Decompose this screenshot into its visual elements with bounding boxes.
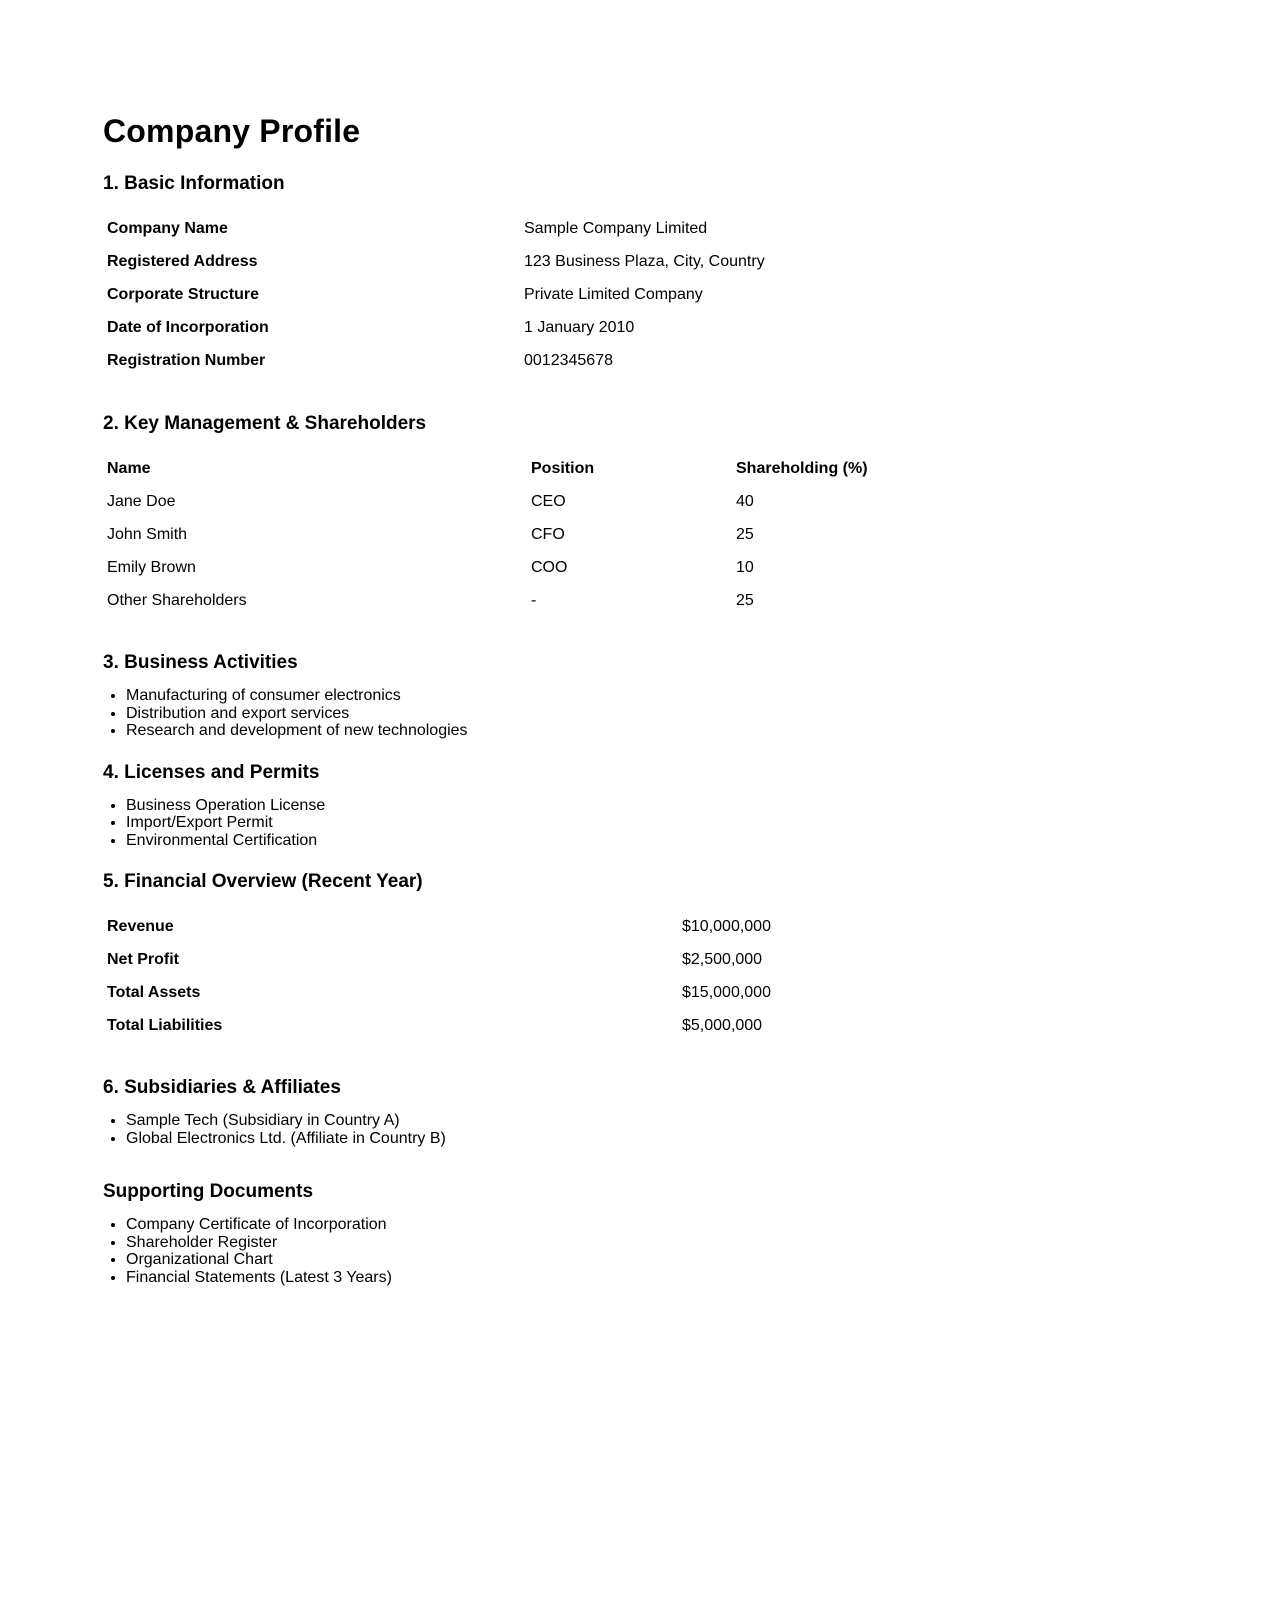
subsidiaries-list bbox=[103, 1112, 1163, 1147]
list-item: • Shareholder Register bbox=[126, 1234, 1163, 1252]
row-label: Registered Address bbox=[107, 252, 258, 270]
table-row bbox=[103, 485, 872, 518]
cell-position: COO bbox=[531, 558, 568, 576]
basic-information-table bbox=[103, 212, 769, 377]
table-row bbox=[103, 943, 775, 976]
table-row bbox=[103, 1009, 775, 1042]
row-label: Company Name bbox=[107, 219, 228, 237]
table-row bbox=[103, 311, 769, 344]
table-row bbox=[103, 245, 769, 278]
table-row bbox=[103, 518, 872, 551]
cell-shareholding: 25 bbox=[736, 591, 754, 609]
list-item: • Company Certificate of Incorporation bbox=[126, 1216, 1163, 1234]
management-table bbox=[103, 452, 872, 617]
table-header-row bbox=[103, 452, 872, 485]
business-activities-list bbox=[103, 687, 1163, 740]
table-row bbox=[103, 344, 769, 377]
row-value: 1 January 2010 bbox=[524, 318, 635, 336]
row-value: Private Limited Company bbox=[524, 285, 703, 303]
supporting-documents-list bbox=[103, 1216, 1163, 1286]
row-value: $10,000,000 bbox=[682, 917, 771, 935]
table-row bbox=[103, 212, 769, 245]
list-item: • Research and development of new technologies bbox=[126, 722, 1163, 740]
table-row bbox=[103, 278, 769, 311]
row-label: Date of Incorporation bbox=[107, 318, 269, 336]
column-header-shareholding: Shareholding (%) bbox=[736, 459, 868, 477]
section-heading-financial-overview: 5. Financial Overview (Recent Year) bbox=[103, 871, 423, 892]
cell-position: CFO bbox=[531, 525, 565, 543]
table-row bbox=[103, 910, 775, 943]
cell-shareholding: 25 bbox=[736, 525, 754, 543]
row-label: Registration Number bbox=[107, 351, 266, 369]
column-header-name: Name bbox=[107, 459, 151, 477]
table-row bbox=[103, 584, 872, 617]
section-heading-supporting-documents: Supporting Documents bbox=[103, 1181, 314, 1202]
licenses-list bbox=[103, 797, 1163, 850]
list-item: • Manufacturing of consumer electronics bbox=[126, 687, 1163, 705]
row-value: $2,500,000 bbox=[682, 950, 763, 968]
supporting-documents-clip bbox=[103, 1216, 1163, 1286]
section-heading-basic-information: 1. Basic Information bbox=[103, 173, 285, 194]
section-heading-key-management: 2. Key Management & Shareholders bbox=[103, 413, 427, 434]
financial-table bbox=[103, 910, 775, 1042]
table-row bbox=[103, 551, 872, 584]
section-heading-subsidiaries: 6. Subsidiaries & Affiliates bbox=[103, 1077, 341, 1098]
cell-position: CEO bbox=[531, 492, 566, 510]
list-item: • Environmental Certification bbox=[126, 832, 1163, 850]
cell-shareholding: 10 bbox=[736, 558, 754, 576]
list-item: • Sample Tech (Subsidiary in Country A) bbox=[126, 1112, 1163, 1130]
document-body bbox=[103, 110, 1163, 1286]
table-row bbox=[103, 976, 775, 1009]
row-value: Sample Company Limited bbox=[524, 219, 708, 237]
row-value: $5,000,000 bbox=[682, 1016, 763, 1034]
cell-name: Jane Doe bbox=[107, 492, 176, 510]
section-heading-licenses: 4. Licenses and Permits bbox=[103, 761, 320, 783]
row-label: Revenue bbox=[107, 917, 174, 935]
row-label: Total Assets bbox=[107, 983, 201, 1001]
list-item: • Global Electronics Ltd. (Affiliate in Country B) bbox=[126, 1130, 1163, 1148]
list-item: • Financial Statements (Latest 3 Years) bbox=[126, 1269, 1163, 1287]
row-value: 0012345678 bbox=[524, 351, 613, 369]
row-label: Corporate Structure bbox=[107, 285, 260, 303]
list-item: • Business Operation License bbox=[126, 797, 1163, 815]
cell-name: Other Shareholders bbox=[107, 591, 247, 609]
list-item: • Distribution and export services bbox=[126, 705, 1163, 723]
row-value: 123 Business Plaza, City, Country bbox=[524, 252, 765, 270]
cell-shareholding: 40 bbox=[736, 492, 754, 510]
row-value: $15,000,000 bbox=[682, 983, 771, 1001]
row-label: Net Profit bbox=[107, 950, 179, 968]
row-label: Total Liabilities bbox=[107, 1016, 223, 1034]
list-item: • Import/Export Permit bbox=[126, 814, 1163, 832]
cell-name: Emily Brown bbox=[107, 558, 196, 576]
cell-name: John Smith bbox=[107, 525, 188, 543]
section-heading-business-activities: 3. Business Activities bbox=[103, 652, 298, 673]
cell-position: - bbox=[531, 591, 537, 609]
column-header-position: Position bbox=[531, 459, 595, 477]
page-title: Company Profile bbox=[103, 113, 361, 149]
list-item: • Organizational Chart bbox=[126, 1251, 1163, 1269]
